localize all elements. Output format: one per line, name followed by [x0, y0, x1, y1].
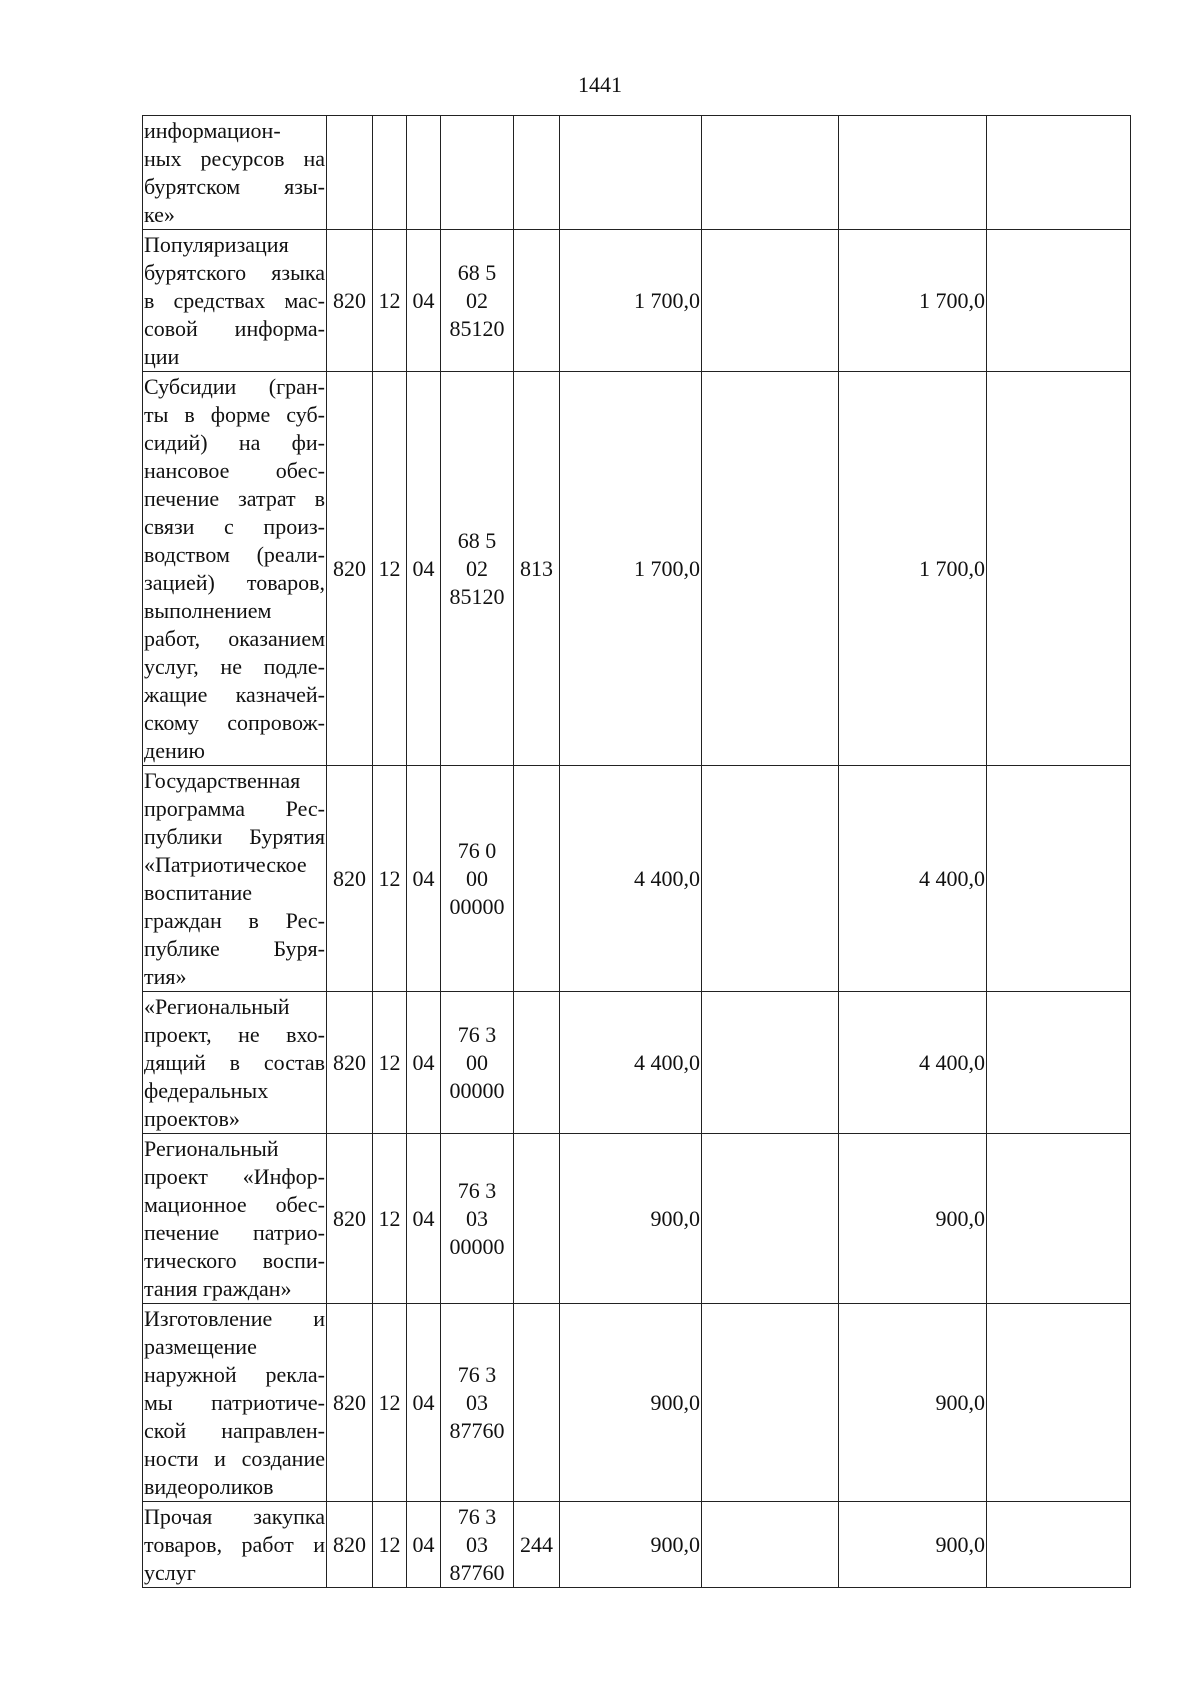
name-line: информацион-	[144, 117, 281, 143]
amount-federal-cell	[702, 1304, 839, 1502]
page-number: 1441	[578, 72, 622, 97]
cell-value: 4 400,0	[919, 1049, 985, 1075]
name-line: ности и создание	[144, 1445, 325, 1471]
ministry-code-cell	[327, 1134, 373, 1304]
amount-federal-cell	[702, 1502, 839, 1588]
ministry-code-cell	[327, 230, 373, 372]
cell-value: 820	[333, 1389, 366, 1415]
section-code-cell	[373, 1502, 407, 1588]
target-line: 02	[466, 555, 488, 581]
table-row	[143, 766, 1131, 992]
name-line: сидий) на фи-	[144, 429, 325, 455]
cell-value: 820	[333, 555, 366, 581]
section-code-cell	[373, 992, 407, 1134]
section-code-cell	[373, 1304, 407, 1502]
amount-republic-cell	[839, 230, 987, 372]
name-line: в средствах мас-	[144, 287, 325, 313]
target-line: 00000	[449, 893, 505, 919]
table-row	[143, 1502, 1131, 1588]
target-line: 00000	[449, 1077, 505, 1103]
amount-republic-cell	[839, 1502, 987, 1588]
section-code-cell	[373, 116, 407, 230]
amount-total-cell	[560, 372, 702, 766]
name-line: проектов»	[144, 1105, 240, 1131]
target-article-cell	[441, 1502, 514, 1588]
cell-value: 4 400,0	[634, 1049, 700, 1075]
cell-value: 04	[412, 555, 435, 581]
expense-type-cell	[514, 992, 560, 1134]
name-line: Региональный	[144, 1135, 279, 1161]
target-line: 68 5	[457, 259, 497, 285]
subsection-code-cell	[407, 992, 441, 1134]
amount-total-cell	[560, 1134, 702, 1304]
name-line: «Региональный	[144, 993, 290, 1019]
cell-value: 12	[378, 287, 401, 313]
amount-other-cell	[987, 372, 1131, 766]
cell-value: 04	[412, 287, 435, 313]
subsection-code-cell	[407, 230, 441, 372]
amount-other-cell	[987, 992, 1131, 1134]
name-line: ных ресурсов на	[144, 145, 325, 171]
name-cell	[143, 1304, 327, 1502]
name-line: товаров, работ и	[144, 1531, 325, 1557]
amount-other-cell	[987, 1134, 1131, 1304]
subsection-code-cell	[407, 372, 441, 766]
amount-federal-cell	[702, 116, 839, 230]
budget-table	[142, 115, 1131, 1588]
target-line: 00000	[449, 1233, 505, 1259]
amount-other-cell	[987, 230, 1131, 372]
amount-total-cell	[560, 230, 702, 372]
target-line: 00	[466, 865, 488, 891]
amount-republic-cell	[839, 992, 987, 1134]
table-row	[143, 372, 1131, 766]
target-line: 87760	[449, 1417, 505, 1443]
section-code-cell	[373, 766, 407, 992]
name-line: печение затрат в	[144, 485, 325, 511]
name-line: наружной рекла-	[144, 1361, 325, 1387]
name-line: федеральных	[144, 1077, 269, 1103]
name-line: «Патриотическое	[144, 851, 307, 877]
name-line: работ, оказанием	[144, 625, 325, 651]
target-line: 76 3	[457, 1503, 497, 1529]
amount-federal-cell	[702, 230, 839, 372]
target-line: 85120	[449, 583, 505, 609]
target-line: 03	[466, 1205, 488, 1231]
target-line: 76 3	[457, 1021, 497, 1047]
subsection-code-cell	[407, 116, 441, 230]
name-line: публики Бурятия	[144, 823, 325, 849]
cell-value: 900,0	[935, 1531, 985, 1557]
expense-type-cell	[514, 1502, 560, 1588]
section-code-cell	[373, 372, 407, 766]
cell-value: 12	[378, 865, 401, 891]
name-cell	[143, 766, 327, 992]
target-article-cell	[441, 766, 514, 992]
name-line: совой информа-	[144, 315, 325, 341]
name-line: проект «Инфор-	[144, 1163, 325, 1189]
section-code-cell	[373, 1134, 407, 1304]
amount-republic-cell	[839, 116, 987, 230]
target-line: 68 5	[457, 527, 497, 553]
cell-value: 04	[412, 1531, 435, 1557]
cell-value: 4 400,0	[919, 865, 985, 891]
name-cell	[143, 116, 327, 230]
amount-total-cell	[560, 992, 702, 1134]
amount-federal-cell	[702, 1134, 839, 1304]
ministry-code-cell	[327, 372, 373, 766]
name-line: размещение	[144, 1333, 257, 1359]
name-line: ке»	[144, 201, 175, 227]
cell-value: 1 700,0	[919, 555, 985, 581]
subsection-code-cell	[407, 1502, 441, 1588]
name-line: дящий в состав	[144, 1049, 325, 1075]
cell-value: 4 400,0	[634, 865, 700, 891]
name-cell	[143, 230, 327, 372]
target-line: 02	[466, 287, 488, 313]
ministry-code-cell	[327, 1304, 373, 1502]
cell-value: 12	[378, 1205, 401, 1231]
name-line: Изготовление и	[144, 1305, 325, 1331]
expense-type-cell	[514, 1134, 560, 1304]
amount-federal-cell	[702, 372, 839, 766]
name-line: бурятском язы-	[144, 173, 325, 199]
name-line: мы патриотиче-	[144, 1389, 325, 1415]
table-row	[143, 992, 1131, 1134]
name-line: дению	[144, 737, 205, 763]
target-line: 87760	[449, 1559, 505, 1585]
target-article-cell	[441, 1304, 514, 1502]
name-line: тия»	[144, 963, 187, 989]
name-line: связи с произ-	[144, 513, 325, 539]
name-cell	[143, 372, 327, 766]
target-article-cell	[441, 372, 514, 766]
name-line: Популяризация	[144, 231, 289, 257]
amount-total-cell	[560, 766, 702, 992]
name-line: воспитание	[144, 879, 253, 905]
name-line: Прочая закупка	[144, 1503, 325, 1529]
target-line: 76 3	[457, 1177, 497, 1203]
expense-type-cell	[514, 116, 560, 230]
amount-other-cell	[987, 1502, 1131, 1588]
name-line: зацией) товаров,	[144, 569, 325, 595]
target-article-cell	[441, 230, 514, 372]
name-line: услуг	[144, 1559, 196, 1585]
cell-value: 820	[333, 1531, 366, 1557]
target-line: 85120	[449, 315, 505, 341]
table-row	[143, 116, 1131, 230]
ministry-code-cell	[327, 766, 373, 992]
amount-total-cell	[560, 1502, 702, 1588]
cell-value: 04	[412, 1049, 435, 1075]
cell-value: 1 700,0	[634, 555, 700, 581]
expense-type-cell	[514, 766, 560, 992]
name-line: услуг, не подле-	[144, 653, 325, 679]
table-row	[143, 230, 1131, 372]
name-line: бурятского языка	[144, 259, 325, 285]
amount-republic-cell	[839, 766, 987, 992]
name-cell	[143, 992, 327, 1134]
name-line: ской направлен-	[144, 1417, 325, 1443]
cell-value: 1 700,0	[919, 287, 985, 313]
cell-value: 900,0	[650, 1205, 700, 1231]
cell-value: 900,0	[935, 1205, 985, 1231]
target-article-cell	[441, 116, 514, 230]
cell-value: 900,0	[935, 1389, 985, 1415]
subsection-code-cell	[407, 766, 441, 992]
cell-value: 12	[378, 1389, 401, 1415]
ministry-code-cell	[327, 1502, 373, 1588]
name-line: программа Рес-	[144, 795, 325, 821]
table-row	[143, 1304, 1131, 1502]
amount-total-cell	[560, 116, 702, 230]
cell-value: 820	[333, 287, 366, 313]
cell-value: 1 700,0	[634, 287, 700, 313]
cell-value: 820	[333, 865, 366, 891]
name-line: ции	[144, 343, 180, 369]
cell-value: 12	[378, 555, 401, 581]
name-line: печение патрио-	[144, 1219, 325, 1245]
amount-other-cell	[987, 1304, 1131, 1502]
expense-type-cell	[514, 230, 560, 372]
name-line: мационное обес-	[144, 1191, 325, 1217]
subsection-code-cell	[407, 1304, 441, 1502]
cell-value: 813	[520, 555, 553, 581]
table-body	[143, 116, 1131, 1588]
name-line: видеороликов	[144, 1473, 274, 1499]
cell-value: 244	[520, 1531, 553, 1557]
name-cell	[143, 1134, 327, 1304]
name-line: нансовое обес-	[144, 457, 325, 483]
name-line: жащие казначей-	[144, 681, 325, 707]
amount-republic-cell	[839, 1134, 987, 1304]
name-cell	[143, 1502, 327, 1588]
expense-type-cell	[514, 372, 560, 766]
name-line: ты в форме суб-	[144, 401, 325, 427]
ministry-code-cell	[327, 116, 373, 230]
cell-value: 04	[412, 865, 435, 891]
target-line: 03	[466, 1389, 488, 1415]
name-line: граждан в Рес-	[144, 907, 325, 933]
cell-value: 820	[333, 1205, 366, 1231]
amount-federal-cell	[702, 766, 839, 992]
expense-type-cell	[514, 1304, 560, 1502]
ministry-code-cell	[327, 992, 373, 1134]
target-line: 76 3	[457, 1361, 497, 1387]
name-line: тического воспи-	[144, 1247, 325, 1273]
name-line: скому сопровож-	[144, 709, 325, 735]
cell-value: 04	[412, 1205, 435, 1231]
name-line: выполнением	[144, 597, 272, 623]
cell-value: 04	[412, 1389, 435, 1415]
amount-other-cell	[987, 116, 1131, 230]
name-line: водством (реали-	[144, 541, 325, 567]
amount-republic-cell	[839, 372, 987, 766]
name-line: публике Буря-	[144, 935, 325, 961]
cell-value: 820	[333, 1049, 366, 1075]
cell-value: 900,0	[650, 1531, 700, 1557]
table-row	[143, 1134, 1131, 1304]
name-line: тания граждан»	[144, 1275, 292, 1301]
name-line: проект, не вхо-	[144, 1021, 325, 1047]
subsection-code-cell	[407, 1134, 441, 1304]
amount-other-cell	[987, 766, 1131, 992]
target-line: 03	[466, 1531, 488, 1557]
cell-value: 900,0	[650, 1389, 700, 1415]
target-article-cell	[441, 1134, 514, 1304]
target-line: 00	[466, 1049, 488, 1075]
name-line: Субсидии (гран-	[144, 373, 325, 399]
amount-federal-cell	[702, 992, 839, 1134]
target-article-cell	[441, 992, 514, 1134]
amount-republic-cell	[839, 1304, 987, 1502]
amount-total-cell	[560, 1304, 702, 1502]
cell-value: 12	[378, 1049, 401, 1075]
name-line: Государственная	[144, 767, 301, 793]
target-line: 76 0	[457, 837, 497, 863]
cell-value: 12	[378, 1531, 401, 1557]
section-code-cell	[373, 230, 407, 372]
